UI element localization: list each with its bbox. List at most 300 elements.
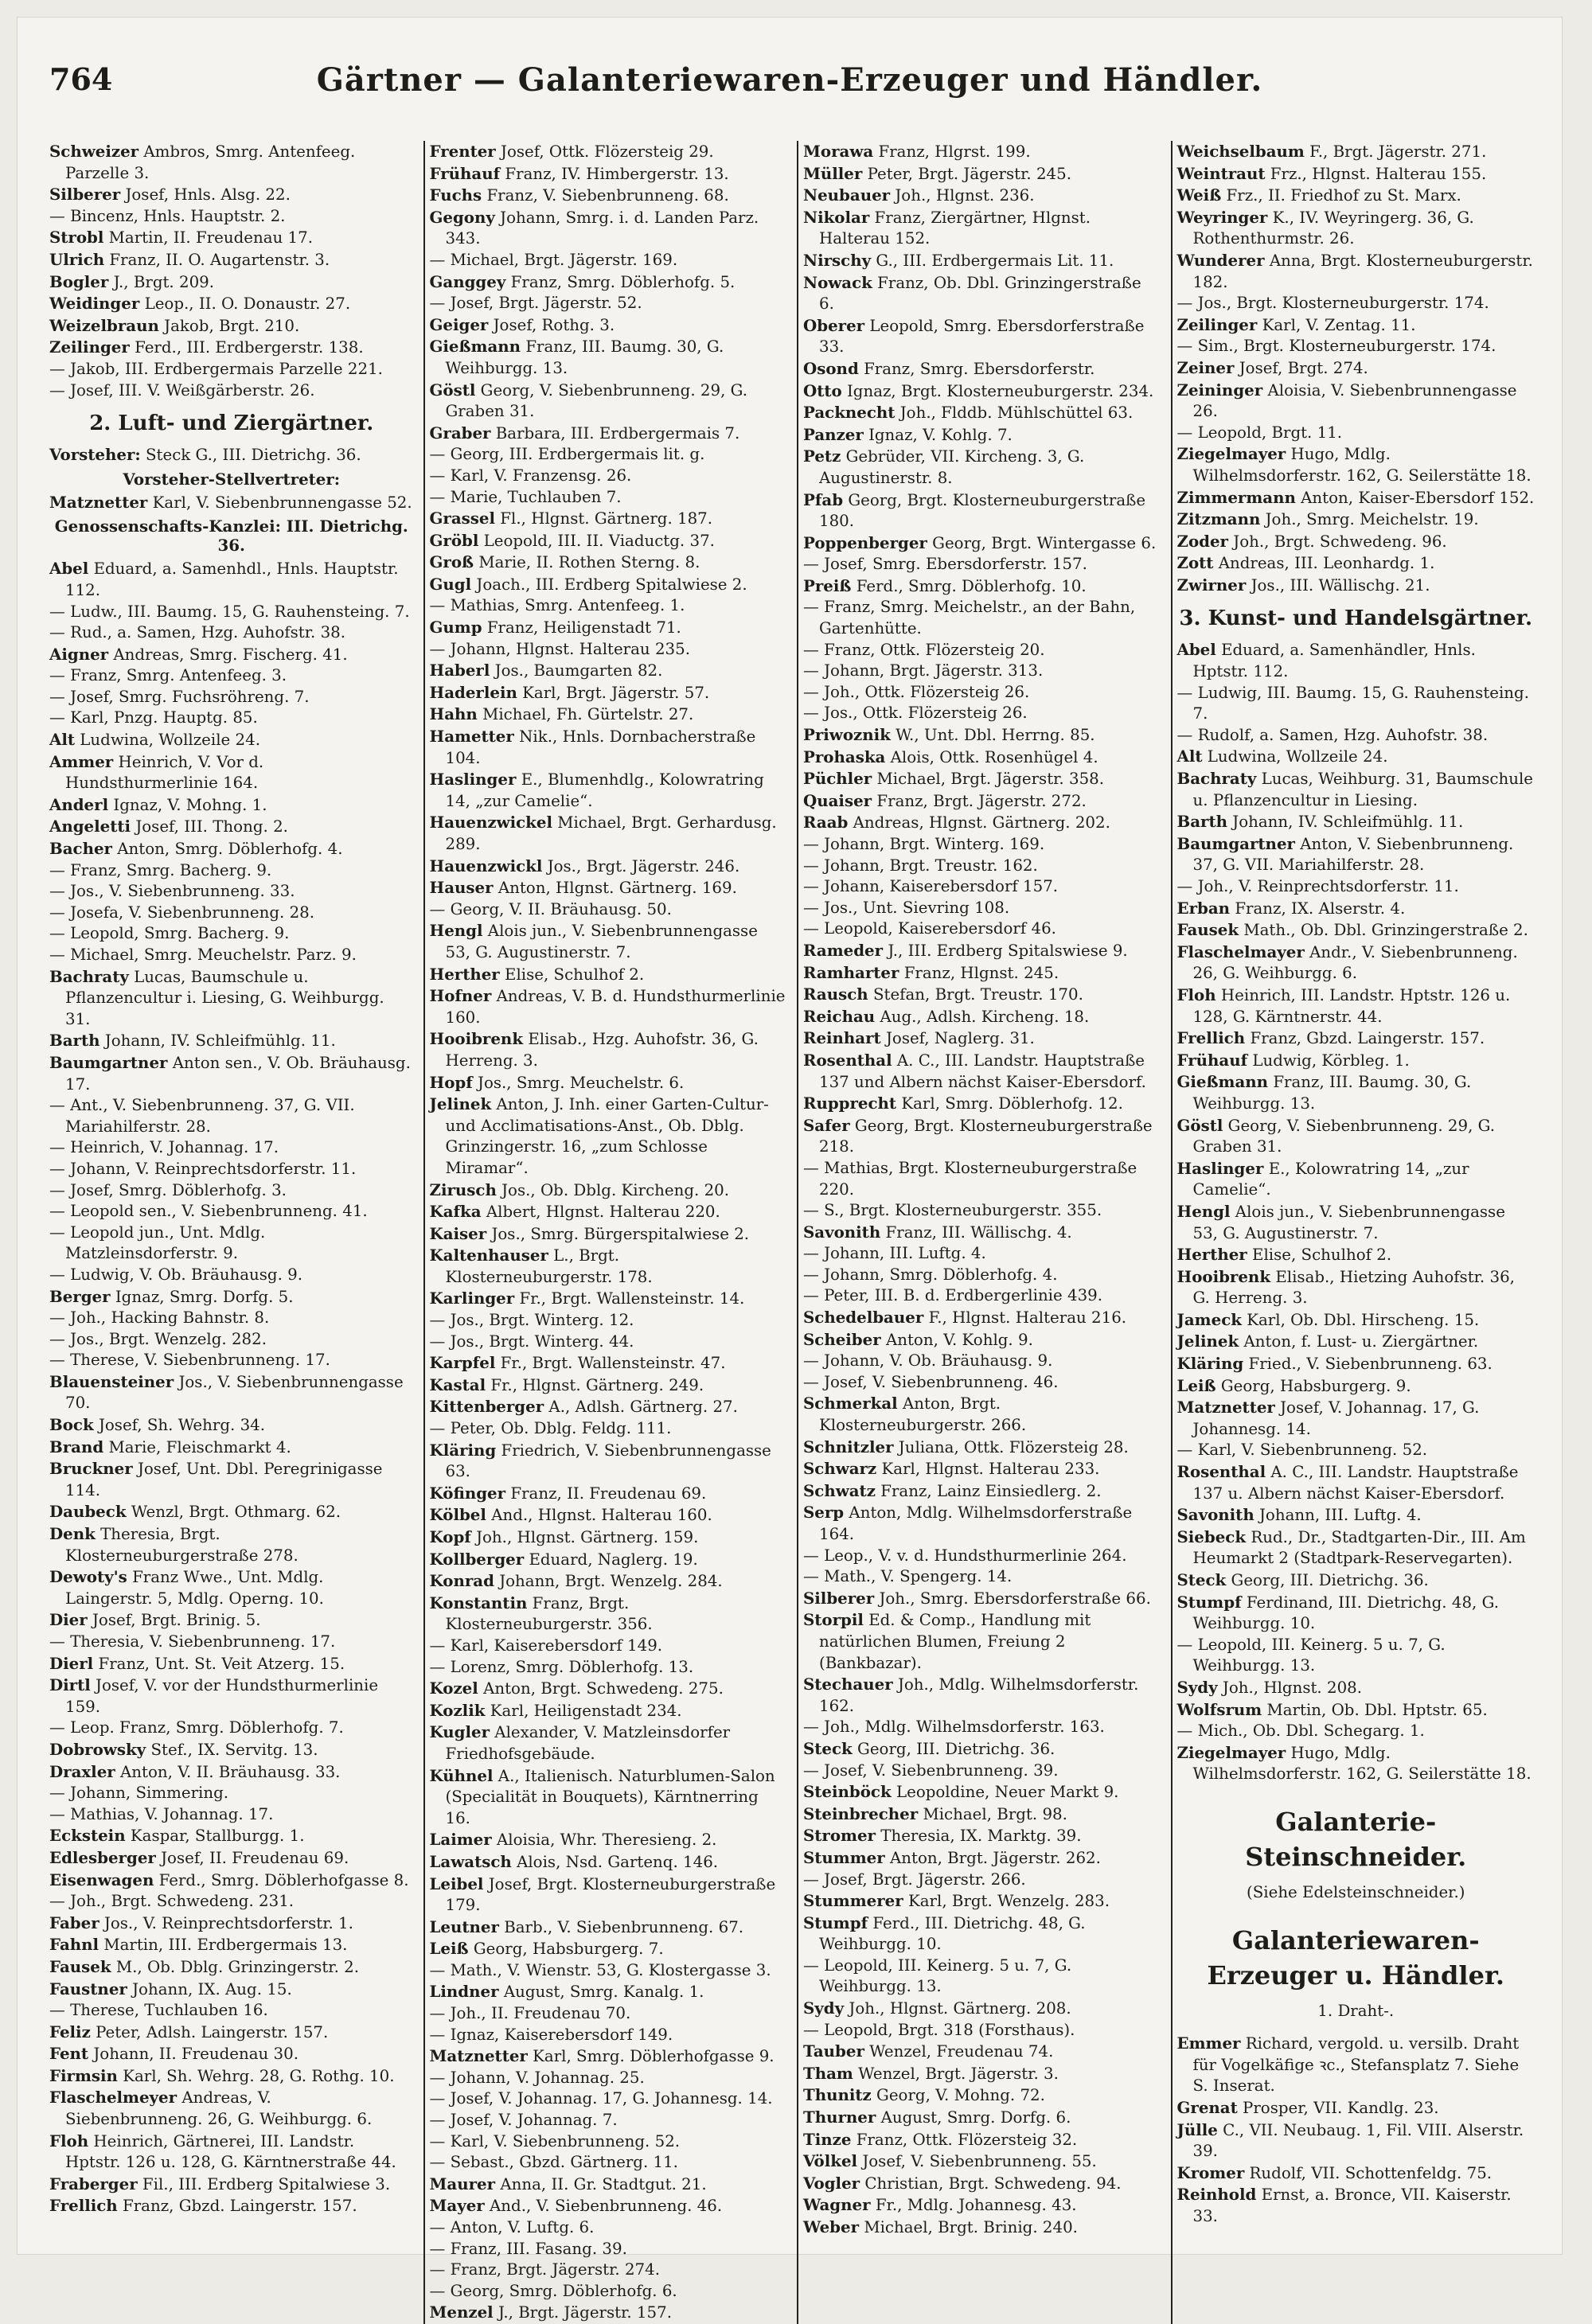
directory-entry: — Georg, III. Erdbergermais lit. g. <box>429 445 705 464</box>
directory-entry: Bacher Anton, Smrg. Döblerhofg. 4. <box>49 839 343 859</box>
directory-entry: Hofner Andreas, V. B. d. Hundsthurmerlinie 160. <box>429 986 786 1027</box>
directory-entry: — Josef, Brgt. Jägerstr. 266. <box>803 1870 1026 1889</box>
directory-entry: — Leopold, Brgt. 318 (Forsthaus). <box>803 2020 1075 2039</box>
directory-entry: Steinböck Leopoldine, Neuer Markt 9. <box>803 1782 1119 1802</box>
directory-entry: — Michael, Smrg. Meuchelstr. Parz. 9. <box>49 946 357 964</box>
directory-entry: Kastal Fr., Hlgnst. Gärtnerg. 249. <box>429 1375 704 1394</box>
directory-entry: Steinbrecher Michael, Brgt. 98. <box>803 1803 1067 1823</box>
directory-entry: — Johann, Brgt. Jägerstr. 313. <box>803 661 1044 680</box>
directory-entry: Rosenthal A. C., III. Landstr. Hauptstraße 137 und Albern nächst Kaiser-Ebersdorf. <box>803 1050 1146 1091</box>
directory-entry: Göstl Georg, V. Siebenbrunneng. 29, G. Graben 31. <box>429 380 748 421</box>
directory-entry: — Anton, V. Luftg. 6. <box>429 2218 595 2236</box>
directory-entry: Petz Gebrüder, VII. Kircheng. 3, G. Augustinerstr. 8. <box>803 446 1085 487</box>
directory-entry: Weiß Frz., II. Friedhof zu St. Marx. <box>1176 185 1461 205</box>
directory-entry: — Bincenz, Hnls. Hauptstr. 2. <box>49 206 286 225</box>
directory-entry: — Marie, Tuchlauben 7. <box>429 487 622 506</box>
directory-entry: Fent Johann, II. Freudenau 30. <box>49 2044 299 2064</box>
directory-entry: Jelinek Anton, J. Inh. einer Garten-Cultur- und Acclimatisations-Anst., Ob. Dblg. Grinzingerstr. 16, „zum Schlosse Miramar“. <box>429 1094 769 1177</box>
directory-entry: — Math., V. Spengerg. 14. <box>803 1567 1013 1586</box>
directory-entry: Gegony Johann, Smrg. i. d. Landen Parz. 343. <box>429 207 759 248</box>
directory-entry: Karlinger Fr., Brgt. Wallensteinstr. 14. <box>429 1289 745 1308</box>
directory-entry: Alt Ludwina, Wollzeile 24. <box>1176 747 1388 766</box>
directory-entry: — Mathias, Smrg. Antenfeeg. 1. <box>429 596 685 615</box>
directory-entry: — Josef, Smrg. Fuchsröhreng. 7. <box>49 687 310 706</box>
directory-entry: Ramharter Franz, Hlgnst. 245. <box>803 962 1059 982</box>
directory-entry: Weidinger Leop., II. O. Donaustr. 27. <box>49 294 351 314</box>
directory-entry: Fausek Math., Ob. Dbl. Grinzingerstraße 2. <box>1176 920 1528 940</box>
directory-entry: Feliz Peter, Adlsh. Laingerstr. 157. <box>49 2022 329 2041</box>
directory-entry: Abel Eduard, a. Samenhdl., Hnls. Hauptstr. 112. <box>49 559 399 599</box>
directory-entry: Hopf Jos., Smrg. Meuchelstr. 6. <box>429 1072 685 1092</box>
directory-entry: — Joh., V. Reinprechtsdorferstr. 11. <box>1176 877 1459 895</box>
column-1 <box>49 141 417 2324</box>
directory-entry: Bachraty Lucas, Baumschule u. Pflanzencultur i. Liesing, G. Weihburgg. 31. <box>49 966 384 1028</box>
directory-entry: Thunitz Georg, V. Mohng. 72. <box>803 2085 1045 2105</box>
directory-entry: — Johann, Brgt. Winterg. 169. <box>803 835 1045 853</box>
directory-entry: Nirschy G., III. Erdbergermais Lit. 11. <box>803 250 1114 270</box>
directory-entry: Matznetter Josef, V. Johannag. 17, G. Johannesg. 14. <box>1176 1398 1480 1438</box>
directory-entry: Frühauf Franz, IV. Himbergerstr. 13. <box>429 163 729 183</box>
directory-entry: Storpil Ed. & Comp., Handlung mit natürlichen Blumen, Freiung 2 (Bankbazar). <box>803 1610 1091 1672</box>
directory-entry: Rupprecht Karl, Smrg. Döblerhofg. 12. <box>803 1094 1123 1113</box>
directory-entry: Thurner August, Smrg. Dorfg. 6. <box>803 2108 1071 2127</box>
directory-entry: Tham Wenzel, Brgt. Jägerstr. 3. <box>803 2063 1059 2083</box>
directory-entry: Tinze Franz, Ottk. Flözersteig 32. <box>803 2129 1078 2149</box>
directory-entry: — S., Brgt. Klosterneuburgerstr. 355. <box>803 1201 1102 1220</box>
section-heading: 3. Kunst- und Handelsgärtner. <box>1179 606 1533 631</box>
directory-entry: Menzel J., Brgt. Jägerstr. 157. <box>429 2303 672 2322</box>
directory-entry: Stromer Theresia, IX. Marktg. 39. <box>803 1826 1082 1846</box>
directory-entry: Haderlein Karl, Brgt. Jägerstr. 57. <box>429 682 710 702</box>
directory-entry: — Georg, V. II. Bräuhausg. 50. <box>429 899 672 918</box>
directory-entry: Konstantin Franz, Brgt. Klosterneuburgerstr. 356. <box>429 1593 653 1634</box>
directory-entry: Ammer Heinrich, V. Vor d. Hundsthurmerlinie 164. <box>49 751 264 793</box>
directory-entry: Bogler J., Brgt. 209. <box>49 271 215 291</box>
directory-entry: Frellich Franz, Gbzd. Laingerstr. 157. <box>49 2196 357 2216</box>
directory-entry: Schweizer Ambros, Smrg. Antenfeeg. Parzelle 3. <box>49 142 356 182</box>
directory-entry: — Josef, V. Siebenbrunneng. 39. <box>803 1761 1059 1780</box>
directory-entry: — Mich., Ob. Dbl. Schegarg. 1. <box>1176 1722 1425 1741</box>
directory-entry: — Johann, III. Luftg. 4. <box>803 1244 986 1263</box>
page-title: Gärtner — Galanteriewaren-Erzeuger und Händler. <box>316 61 1263 99</box>
directory-entry: Faber Jos., V. Reinprechtsdorferstr. 1. <box>49 1913 353 1932</box>
directory-entry: Laimer Aloisia, Whr. Theresieng. 2. <box>429 1830 717 1850</box>
directory-entry: Mayer And., V. Siebenbrunneng. 46. <box>429 2196 723 2216</box>
directory-entry: Reinhart Josef, Naglerg. 31. <box>803 1028 1035 1048</box>
directory-entry: — Heinrich, V. Johannag. 17. <box>49 1138 279 1157</box>
directory-entry: Gießmann Franz, III. Baumg. 30, G. Weihburgg. 13. <box>429 337 724 377</box>
directory-entry: Sydy Joh., Hlgnst. 208. <box>1176 1677 1363 1697</box>
directory-entry: — Ludwig, III. Baumg. 15, G. Rauhensteing. 7. <box>1176 683 1529 723</box>
directory-entry: Hahn Michael, Fh. Gürtelstr. 27. <box>429 704 694 724</box>
directory-entry: Schmerkal Anton, Brgt. Klosterneuburgerstr. 266. <box>803 1394 1027 1435</box>
directory-entry: Floh Heinrich, Gärtnerei, III. Landstr. Hptstr. 126 u. 128, G. Kärntnerstraße 44. <box>49 2131 396 2172</box>
directory-entry: Hooibrenk Elisab., Hzg. Auhofstr. 36, G. Herreng. 3. <box>429 1029 759 1070</box>
directory-entry: Müller Peter, Brgt. Jägerstr. 245. <box>803 163 1071 183</box>
directory-entry: Reichau Aug., Adlsh. Kircheng. 18. <box>803 1006 1090 1026</box>
directory-entry: Grenat Prosper, VII. Kandlg. 23. <box>1176 2097 1439 2117</box>
directory-entry: Silberer Joh., Smrg. Ebersdorferstraße 66. <box>803 1588 1151 1608</box>
directory-entry: — Franz, Smrg. Meichelstr., an der Bahn, Gartenhütte. <box>803 598 1136 638</box>
directory-entry: — Karl, V. Siebenbrunneng. 52. <box>1176 1441 1428 1460</box>
directory-entry: Emmer Richard, vergold. u. versilb. Draht für Vogelkäfige ꝛc., Stefansplatz 7. Siehe S. Inserat. <box>1176 2034 1520 2096</box>
directory-entry: Rausch Stefan, Brgt. Treustr. 170. <box>803 985 1083 1004</box>
directory-entry: Osond Franz, Smrg. Ebersdorferstr. <box>803 358 1095 378</box>
cross-reference: (Siehe Edelsteinschneider.) <box>1247 1882 1465 1901</box>
subheading: 1. Draht-. <box>1317 2001 1395 2020</box>
directory-entry: Maurer Anna, II. Gr. Stadtgut. 21. <box>429 2174 707 2193</box>
directory-entry: — Mathias, Brgt. Klosterneuburgerstraße 220. <box>803 1158 1137 1199</box>
directory-entry: Berger Ignaz, Smrg. Dorfg. 5. <box>49 1286 294 1306</box>
directory-entry: Weizelbraun Jakob, Brgt. 210. <box>49 315 300 335</box>
directory-entry: Barth Johann, IV. Schleifmühlg. 11. <box>1176 812 1464 832</box>
directory-entry: Barth Johann, IV. Schleifmühlg. 11. <box>49 1031 336 1051</box>
section-heading: Galanteriewaren-Erzeuger u. Händler. <box>1207 1924 1504 1991</box>
directory-entry: — Josef, V. Siebenbrunneng. 46. <box>803 1372 1059 1391</box>
directory-entry: — Ludw., III. Baumg. 15, G. Rauhensteing. 7. <box>49 602 410 621</box>
directory-entry: Kromer Rudolf, VII. Schottenfeldg. 75. <box>1176 2162 1492 2182</box>
directory-entry: Dierl Franz, Unt. St. Veit Atzerg. 15. <box>49 1653 345 1673</box>
directory-entry: Lawatsch Alois, Nsd. Gartenq. 146. <box>429 1851 719 1871</box>
directory-entry: — Peter, III. B. d. Erdbergerlinie 439. <box>803 1286 1103 1305</box>
directory-entry: Scheiber Anton, V. Kohlg. 9. <box>803 1329 1033 1349</box>
directory-entry: — Leopold, Smrg. Bacherg. 9. <box>49 924 290 943</box>
directory-entry: Kaiser Jos., Smrg. Bürgerspitalwiese 2. <box>429 1223 750 1243</box>
directory-entry: — Leop. Franz, Smrg. Döblerhofg. 7. <box>49 1718 344 1737</box>
page-header <box>18 61 1562 109</box>
directory-entry: Vorsteher: Steck G., III. Dietrichg. 36. <box>49 445 361 465</box>
directory-entry: Safer Georg, Brgt. Klosterneuburgerstraße 218. <box>803 1115 1153 1156</box>
directory-entry: Silberer Josef, Hnls. Alsg. 22. <box>49 185 291 205</box>
directory-entry: Flaschelmayer Andr., V. Siebenbrunneng. 26, G. Weihburgg. 6. <box>1176 942 1518 983</box>
directory-entry: Hametter Nik., Hnls. Dornbacherstraße 104. <box>429 727 756 767</box>
directory-entry: Herther Elise, Schulhof 2. <box>429 964 645 984</box>
directory-entry: Haslinger E., Blumenhdlg., Kolowratring 14, „zur Camelie“. <box>429 770 764 810</box>
directory-entry: Blauensteiner Jos., V. Siebenbrunnengasse 70. <box>49 1371 404 1413</box>
directory-entry: Jülle C., VII. Neubaug. 1, Fil. VIII. Alserstr. 39. <box>1176 2119 1524 2161</box>
directory-entry: — Leop., V. v. d. Hundsthurmerlinie 264. <box>803 1546 1127 1565</box>
directory-entry: Kopf Joh., Hlgnst. Gärtnerg. 159. <box>429 1527 699 1546</box>
directory-entry: — Johann, Kaiserebersdorf 157. <box>803 877 1059 896</box>
directory-entry: Eckstein Kaspar, Stallburgg. 1. <box>49 1826 305 1846</box>
directory-entry: Fuchs Franz, V. Siebenbrunneng. 68. <box>429 185 729 205</box>
directory-entry: Stummerer Karl, Brgt. Wenzelg. 283. <box>803 1891 1110 1911</box>
directory-page <box>18 18 1562 2322</box>
directory-entry: Pfab Georg, Brgt. Klosterneuburgerstraße 180. <box>803 489 1146 531</box>
directory-entry: Fausek M., Ob. Dblg. Grinzingerstr. 2. <box>49 1956 360 1976</box>
directory-entry: Steck Georg, III. Dietrichg. 36. <box>1176 1570 1429 1589</box>
directory-entry: Kozel Anton, Brgt. Schwedeng. 275. <box>429 1679 724 1698</box>
directory-entry: Ziegelmayer Hugo, Mdlg. Wilhelmsdorferstr. 162, G. Seilerstätte 18. <box>1176 1742 1532 1784</box>
directory-entry: — Leopold, Kaiserebersdorf 46. <box>803 919 1056 938</box>
directory-entry: Prohaska Alois, Ottk. Rosenhügel 4. <box>803 747 1098 766</box>
directory-entry: — Josef, Smrg. Ebersdorferstr. 157. <box>803 555 1087 574</box>
directory-entry: Vogler Christian, Brgt. Schwedeng. 94. <box>803 2173 1122 2193</box>
directory-entry: — Josef, V. Johannag. 17, G. Johannesg. 14. <box>429 2089 773 2108</box>
directory-entry: Wagner Fr., Mdlg. Johannesg. 43. <box>803 2195 1077 2215</box>
directory-entry: Ganggey Franz, Smrg. Döblerhofg. 5. <box>429 271 736 291</box>
directory-entry: Priwoznik W., Unt. Dbl. Herrng. 85. <box>803 725 1095 745</box>
directory-entry: Leutner Barb., V. Siebenbrunneng. 67. <box>429 1917 744 1936</box>
directory-entry: Göstl Georg, V. Siebenbrunneng. 29, G. Graben 31. <box>1176 1115 1496 1156</box>
directory-entry: — Leopold, III. Keinerg. 5 u. 7, G. Weihburgg. 13. <box>803 1956 1072 1996</box>
directory-entry: — Josef, Brgt. Jägerstr. 52. <box>429 294 642 313</box>
directory-entry: — Joh., Brgt. Schwedeng. 231. <box>49 1892 295 1911</box>
directory-entry: Zeininger Aloisia, V. Siebenbrunnengasse 26. <box>1176 380 1517 421</box>
directory-entry: — Karl, V. Siebenbrunneng. 52. <box>429 2131 681 2150</box>
directory-entry: Zimmermann Anton, Kaiser-Ebersdorf 152. <box>1176 487 1535 507</box>
directory-entry: — Leopold sen., V. Siebenbrunneng. 41. <box>49 1202 368 1221</box>
directory-entry: — Franz, III. Fasang. 39. <box>429 2239 627 2258</box>
directory-entry: Kollberger Eduard, Naglerg. 19. <box>429 1549 698 1569</box>
directory-entry: Leibel Josef, Brgt. Klosterneuburgerstraße 179. <box>429 1874 776 1915</box>
directory-entry: — Josefa, V. Siebenbrunneng. 28. <box>49 903 315 922</box>
directory-entry: — Johann, Hlgnst. Halterau 235. <box>429 639 691 658</box>
directory-entry: Leiß Georg, Habsburgerg. 9. <box>1176 1375 1411 1395</box>
directory-entry: Bock Josef, Sh. Wehrg. 34. <box>49 1415 266 1435</box>
directory-entry: Püchler Michael, Brgt. Jägerstr. 358. <box>803 769 1105 789</box>
directory-entry: Daubeck Wenzl, Brgt. Othmarg. 62. <box>49 1502 341 1522</box>
directory-entry: Haberl Jos., Baumgarten 82. <box>429 661 663 680</box>
directory-entry: Weichselbaum F., Brgt. Jägerstr. 271. <box>1176 142 1487 161</box>
directory-entry: — Sebast., Gbzd. Gärtnerg. 11. <box>429 2153 678 2172</box>
directory-entry: — Josef, V. Johannag. 7. <box>429 2111 618 2130</box>
directory-entry: Strobl Martin, II. Freudenau 17. <box>49 228 313 248</box>
directory-entry: Reinhold Ernst, a. Bronce, VII. Kaiserstr. 33. <box>1176 2185 1512 2225</box>
directory-entry: — Joh., Hacking Bahnstr. 8. <box>49 1308 270 1328</box>
directory-entry: Panzer Ignaz, V. Kohlg. 7. <box>803 424 1013 444</box>
directory-entry: — Johann, V. Ob. Bräuhausg. 9. <box>803 1351 1053 1371</box>
subheading: Genossenschafts-Kanzlei: III. Dietrichg. 36. <box>54 517 408 556</box>
directory-entry: Herther Elise, Schulhof 2. <box>1176 1245 1392 1265</box>
directory-entry: Brand Marie, Fleischmarkt 4. <box>49 1437 291 1456</box>
directory-entry: Kugler Alexander, V. Matzleinsdorfer Friedhofsgebäude. <box>429 1722 731 1763</box>
directory-entry: — Joh., Mdlg. Wilhelmsdorferstr. 163. <box>803 1718 1105 1737</box>
directory-entry: Poppenberger Georg, Brgt. Wintergasse 6. <box>803 532 1157 552</box>
directory-entry: — Franz, Ottk. Flözersteig 20. <box>803 640 1045 659</box>
directory-entry: Nowack Franz, Ob. Dbl. Grinzingerstraße 6. <box>803 272 1141 314</box>
directory-entry: Schwatz Franz, Lainz Einsiedlerg. 2. <box>803 1480 1102 1500</box>
directory-entry: Kittenberger A., Adlsh. Gärtnerg. 27. <box>429 1397 738 1417</box>
directory-entry: — Jos., Brgt. Wenzelg. 282. <box>49 1329 267 1348</box>
directory-entry: Konrad Johann, Brgt. Wenzelg. 284. <box>429 1571 723 1591</box>
directory-entry: Wunderer Anna, Brgt. Klosterneuburgerstr. 182. <box>1176 250 1533 291</box>
directory-entry: — Johann, Brgt. Treustr. 162. <box>803 856 1038 875</box>
directory-entry: Stumpf Ferdinand, III. Dietrichg. 48, G. Weihburgg. 10. <box>1176 1592 1500 1633</box>
directory-entry: Grassel Fl., Hlgnst. Gärtnerg. 187. <box>429 509 713 528</box>
directory-entry: — Jos., Brgt. Winterg. 44. <box>429 1332 634 1351</box>
directory-entry: Denk Theresia, Brgt. Klosterneuburgerstraße 278. <box>49 1524 298 1565</box>
directory-entry: Hauenzwickl Jos., Brgt. Jägerstr. 246. <box>429 856 740 875</box>
directory-entry: Ulrich Franz, II. O. Augartenstr. 3. <box>49 249 330 269</box>
directory-entry: Weyringer K., IV. Weyringerg. 36, G. Rothenthurmstr. 26. <box>1176 207 1474 248</box>
directory-entry: Kölbel And., Hlgnst. Halterau 160. <box>429 1505 712 1525</box>
directory-entry: — Karl, Pnzg. Hauptg. 85. <box>49 708 258 727</box>
directory-entry: Matznetter Karl, V. Siebenbrunnengasse 52. <box>49 492 412 512</box>
directory-entry: — Franz, Brgt. Jägerstr. 274. <box>429 2260 661 2279</box>
directory-entry: — Peter, Ob. Dblg. Feldg. 111. <box>429 1419 672 1438</box>
directory-entry: Kozlik Karl, Heiligenstadt 234. <box>429 1700 682 1720</box>
directory-entry: — Jos., Ottk. Flözersteig 26. <box>803 704 1028 723</box>
directory-entry: — Jakob, III. Erdbergermais Parzelle 221. <box>49 359 383 378</box>
directory-entry: Kaltenhauser L., Brgt. Klosterneuburgerstr. 178. <box>429 1246 653 1286</box>
directory-entry: Schedelbauer F., Hlgnst. Halterau 216. <box>803 1308 1127 1328</box>
directory-entry: Stechauer Joh., Mdlg. Wilhelmsdorferstr. 162. <box>803 1675 1139 1715</box>
directory-entry: Dobrowsky Stef., IX. Servitg. 13. <box>49 1739 318 1759</box>
directory-entry: Bruckner Josef, Unt. Dbl. Peregrinigasse 114. <box>49 1459 383 1499</box>
directory-entry: Kläring Fried., V. Siebenbrunneng. 63. <box>1176 1354 1492 1374</box>
directory-entry: — Mathias, V. Johannag. 17. <box>49 1804 274 1823</box>
directory-entry: — Karl, Kaiserebersdorf 149. <box>429 1636 663 1655</box>
directory-entry: Morawa Franz, Hlgrst. 199. <box>803 142 1031 161</box>
directory-entry: Zoder Joh., Brgt. Schwedeng. 96. <box>1176 531 1447 551</box>
directory-entry: — Therese, V. Siebenbrunneng. 17. <box>49 1351 330 1370</box>
columns <box>49 141 1538 2322</box>
directory-entry: Erban Franz, IX. Alserstr. 4. <box>1176 898 1406 918</box>
directory-entry: Oberer Leopold, Smrg. Ebersdorferstraße 33. <box>803 315 1145 357</box>
directory-entry: — Ignaz, Kaiserebersdorf 149. <box>429 2025 673 2044</box>
directory-entry: — Franz, Smrg. Antenfeeg. 3. <box>49 666 287 685</box>
directory-entry: — Rud., a. Samen, Hzg. Auhofstr. 38. <box>49 623 346 642</box>
directory-entry: — Leopold jun., Unt. Mdlg. Matzleinsdorferstr. 9. <box>49 1222 266 1263</box>
directory-entry: Karpfel Fr., Brgt. Wallensteinstr. 47. <box>429 1353 726 1373</box>
directory-entry: — Leopold, III. Keinerg. 5 u. 7, G. Weihburgg. 13. <box>1176 1635 1446 1675</box>
directory-entry: Zitzmann Joh., Smrg. Meichelstr. 19. <box>1176 509 1479 529</box>
directory-entry: Jelinek Anton, f. Lust- u. Ziergärtner. <box>1176 1332 1479 1351</box>
directory-entry: — Michael, Brgt. Jägerstr. 169. <box>429 250 678 269</box>
directory-entry: — Josef, III. V. Weißgärberstr. 26. <box>49 380 315 400</box>
directory-entry: Geiger Josef, Rothg. 3. <box>429 314 615 334</box>
directory-entry: — Theresia, V. Siebenbrunneng. 17. <box>49 1632 336 1651</box>
directory-entry: — Josef, Smrg. Döblerhofg. 3. <box>49 1180 287 1199</box>
section-heading: 2. Luft- und Ziergärtner. <box>89 411 374 436</box>
directory-entry: Rameder J., III. Erdberg Spitalswiese 9. <box>803 940 1128 960</box>
directory-entry: Gießmann Franz, III. Baumg. 30, G. Weihburgg. 13. <box>1176 1072 1472 1113</box>
directory-entry: Fraberger Fil., III. Erdberg Spitalwiese 3. <box>49 2174 391 2193</box>
directory-entry: Siebeck Rud., Dr., Stadtgarten-Dir., III. Am Heumarkt 2 (Stadtpark-Reservegarten). <box>1176 1527 1526 1568</box>
directory-entry: Zwirner Jos., III. Wällischg. 21. <box>1176 575 1430 595</box>
directory-entry: Zeiner Josef, Brgt. 274. <box>1176 357 1368 377</box>
directory-entry: Frühauf Ludwig, Körbleg. 1. <box>1176 1050 1410 1070</box>
directory-entry: Floh Heinrich, III. Landstr. Hptstr. 126 u. 128, G. Kärntnerstr. 44. <box>1176 985 1511 1026</box>
directory-entry: — Joh., II. Freudenau 70. <box>429 2004 631 2023</box>
directory-entry: Kläring Friedrich, V. Siebenbrunnengasse 63. <box>429 1440 771 1481</box>
directory-entry: Kafka Albert, Hlgnst. Halterau 220. <box>429 1202 720 1222</box>
directory-entry: — Math., V. Wienstr. 53, G. Klostergasse 3. <box>429 1960 771 1979</box>
directory-entry: Angeletti Josef, III. Thong. 2. <box>49 817 288 836</box>
directory-entry: — Ludwig, V. Ob. Bräuhausg. 9. <box>49 1265 303 1284</box>
directory-entry: Raab Andreas, Hlgnst. Gärtnerg. 202. <box>803 813 1110 833</box>
directory-entry: Dirtl Josef, V. vor der Hundsthurmerlinie 159. <box>49 1675 379 1716</box>
directory-entry: Stumpf Ferd., III. Dietrichg. 48, G. Weihburgg. 10. <box>803 1913 1086 1954</box>
directory-entry: Flaschelmeyer Andreas, V. Siebenbrunneng. 26, G. Weihburgg. 6. <box>49 2088 373 2129</box>
directory-entry: — Jos., Brgt. Winterg. 12. <box>429 1311 634 1330</box>
directory-entry: Matznetter Karl, Smrg. Döblerhofgasse 9. <box>429 2046 775 2066</box>
directory-entry: Draxler Anton, V. II. Bräuhausg. 33. <box>49 1761 341 1781</box>
directory-entry: — Johann, V. Reinprechtsdorferstr. 11. <box>49 1159 357 1178</box>
subheading: Vorsteher-Stellvertreter: <box>123 469 341 489</box>
directory-entry: Hengl Alois jun., V. Siebenbrunnengasse 53, G. Augustinerstr. 7. <box>1176 1201 1505 1242</box>
directory-entry: — Rudolf, a. Samen, Hzg. Auhofstr. 38. <box>1176 725 1489 744</box>
directory-entry: Zott Andreas, III. Leonhardg. 1. <box>1176 553 1435 573</box>
directory-entry: Hengl Alois jun., V. Siebenbrunnengasse 53, G. Augustinerstr. 7. <box>429 921 758 961</box>
directory-entry: Hauser Anton, Hlgnst. Gärtnerg. 169. <box>429 878 737 898</box>
directory-entry: Anderl Ignaz, V. Mohng. 1. <box>49 794 267 814</box>
directory-entry: Rosenthal A. C., III. Landstr. Hauptstraße 137 u. Albern nächst Kaiser-Ebersdorf. <box>1176 1462 1519 1503</box>
directory-entry: Abel Eduard, a. Samenhändler, Hnls. Hptstr. 112. <box>1176 640 1476 681</box>
directory-entry: Frenter Josef, Ottk. Flözersteig 29. <box>429 142 714 161</box>
page-number: 764 <box>49 61 113 97</box>
directory-entry: Savonith Franz, III. Wällischg. 4. <box>803 1222 1072 1242</box>
directory-entry: Firmsin Karl, Sh. Wehrg. 28, G. Rothg. 10. <box>49 2065 395 2085</box>
directory-entry: Gröbl Leopold, III. II. Viaductg. 37. <box>429 530 715 550</box>
column-4 <box>1171 141 1539 2324</box>
directory-entry: Baumgartner Anton sen., V. Ob. Bräuhausg. 17. <box>49 1052 411 1094</box>
directory-entry: — Therese, Tuchlauben 16. <box>49 2001 268 2020</box>
directory-entry: — Jos., Brgt. Klosterneuburgerstr. 174. <box>1176 294 1489 313</box>
directory-entry: Preiß Ferd., Smrg. Döblerhofg. 10. <box>803 575 1087 595</box>
directory-entry: Sydy Joh., Hlgnst. Gärtnerg. 208. <box>803 1998 1071 2018</box>
directory-entry: Kühnel A., Italienisch. Naturblumen-Salon (Specialität in Bouquets), Kärntnerring 16. <box>429 1765 775 1827</box>
column-2 <box>423 141 791 2324</box>
column-3 <box>797 141 1165 2324</box>
directory-entry: Haslinger E., Kolowratring 14, „zur Camelie“. <box>1176 1158 1469 1199</box>
directory-entry: Bachraty Lucas, Weihburg. 31, Baumschule u. Pflanzencultur in Liesing. <box>1176 769 1534 809</box>
directory-entry: — Joh., Ottk. Flözersteig 26. <box>803 682 1030 701</box>
directory-entry: Leiß Georg, Habsburgerg. 7. <box>429 1939 664 1959</box>
directory-entry: Dewoty's Franz Wwe., Unt. Mdlg. Laingerstr. 5, Mdlg. Operng. 10. <box>49 1567 324 1608</box>
directory-entry: — Sim., Brgt. Klosterneuburgerstr. 174. <box>1176 337 1496 356</box>
directory-entry: Eisenwagen Ferd., Smrg. Döblerhofgasse 8. <box>49 1870 409 1889</box>
directory-entry: Edlesberger Josef, II. Freudenau 69. <box>49 1847 349 1867</box>
directory-entry: Alt Ludwina, Wollzeile 24. <box>49 730 260 750</box>
directory-entry: Zirusch Jos., Ob. Dblg. Kircheng. 20. <box>429 1180 730 1199</box>
directory-entry: Savonith Johann, III. Luftg. 4. <box>1176 1505 1422 1525</box>
directory-entry: Zeilinger Ferd., III. Erdbergerstr. 138. <box>49 337 364 357</box>
directory-entry: Hooibrenk Elisab., Hietzing Auhofstr. 36, G. Herreng. 3. <box>1176 1266 1515 1308</box>
directory-entry: Schnitzler Juliana, Ottk. Flözersteig 28. <box>803 1437 1129 1456</box>
directory-entry: Groß Marie, II. Rothen Sterng. 8. <box>429 552 700 572</box>
directory-entry: Packnecht Joh., Flddb. Mühlschüttel 63. <box>803 403 1134 423</box>
directory-entry: Aigner Andreas, Smrg. Fischerg. 41. <box>49 644 348 664</box>
directory-entry: — Karl, V. Franzensg. 26. <box>429 466 632 485</box>
directory-entry: Otto Ignaz, Brgt. Klosterneuburgerstr. 234. <box>803 380 1154 400</box>
directory-entry: Baumgartner Anton, V. Siebenbrunneng. 37, G. VII. Mariahilferstr. 28. <box>1176 833 1514 875</box>
directory-entry: Völkel Josef, V. Siebenbrunneng. 55. <box>803 2151 1097 2171</box>
directory-entry: — Ant., V. Siebenbrunneng. 37, G. VII. Mariahilferstr. 28. <box>49 1096 355 1136</box>
directory-entry: Ziegelmayer Hugo, Mdlg. Wilhelmsdorferstr. 162, G. Seilerstätte 18. <box>1176 444 1532 485</box>
section-heading: Galanterie-Steinschneider. <box>1245 1806 1467 1872</box>
directory-entry: — Franz, Smrg. Bacherg. 9. <box>49 860 272 879</box>
directory-entry: — Lorenz, Smrg. Döblerhofg. 13. <box>429 1657 694 1676</box>
directory-entry: Neubauer Joh., Hlgnst. 236. <box>803 185 1035 205</box>
directory-entry: Hauenzwickel Michael, Brgt. Gerhardusg. 289. <box>429 813 777 853</box>
directory-entry: — Johann, Smrg. Döblerhofg. 4. <box>803 1265 1058 1284</box>
directory-entry: Jameck Karl, Ob. Dbl. Hirscheng. 15. <box>1176 1309 1480 1329</box>
directory-entry: Tauber Wenzel, Freudenau 74. <box>803 2041 1054 2061</box>
directory-entry: Steck Georg, III. Dietrichg. 36. <box>803 1738 1055 1758</box>
directory-entry: Lindner August, Smrg. Kanalg. 1. <box>429 1982 704 2002</box>
directory-entry: Weintraut Frz., Hlgnst. Halterau 155. <box>1176 163 1487 183</box>
directory-entry: Faustner Johann, IX. Aug. 15. <box>49 1979 292 1998</box>
directory-entry: Gugl Joach., III. Erdberg Spitalwiese 2. <box>429 574 747 594</box>
directory-entry: Wolfsrum Martin, Ob. Dbl. Hptstr. 65. <box>1176 1699 1488 1719</box>
directory-entry: — Georg, Smrg. Döblerhofg. 6. <box>429 2281 677 2300</box>
directory-entry: Serp Anton, Mdlg. Wilhelmsdorferstraße 164. <box>803 1503 1133 1543</box>
directory-entry: Quaiser Franz, Brgt. Jägerstr. 272. <box>803 790 1087 810</box>
directory-entry: Weber Michael, Brgt. Brinig. 240. <box>803 2217 1078 2236</box>
directory-entry: — Leopold, Brgt. 11. <box>1176 423 1343 442</box>
